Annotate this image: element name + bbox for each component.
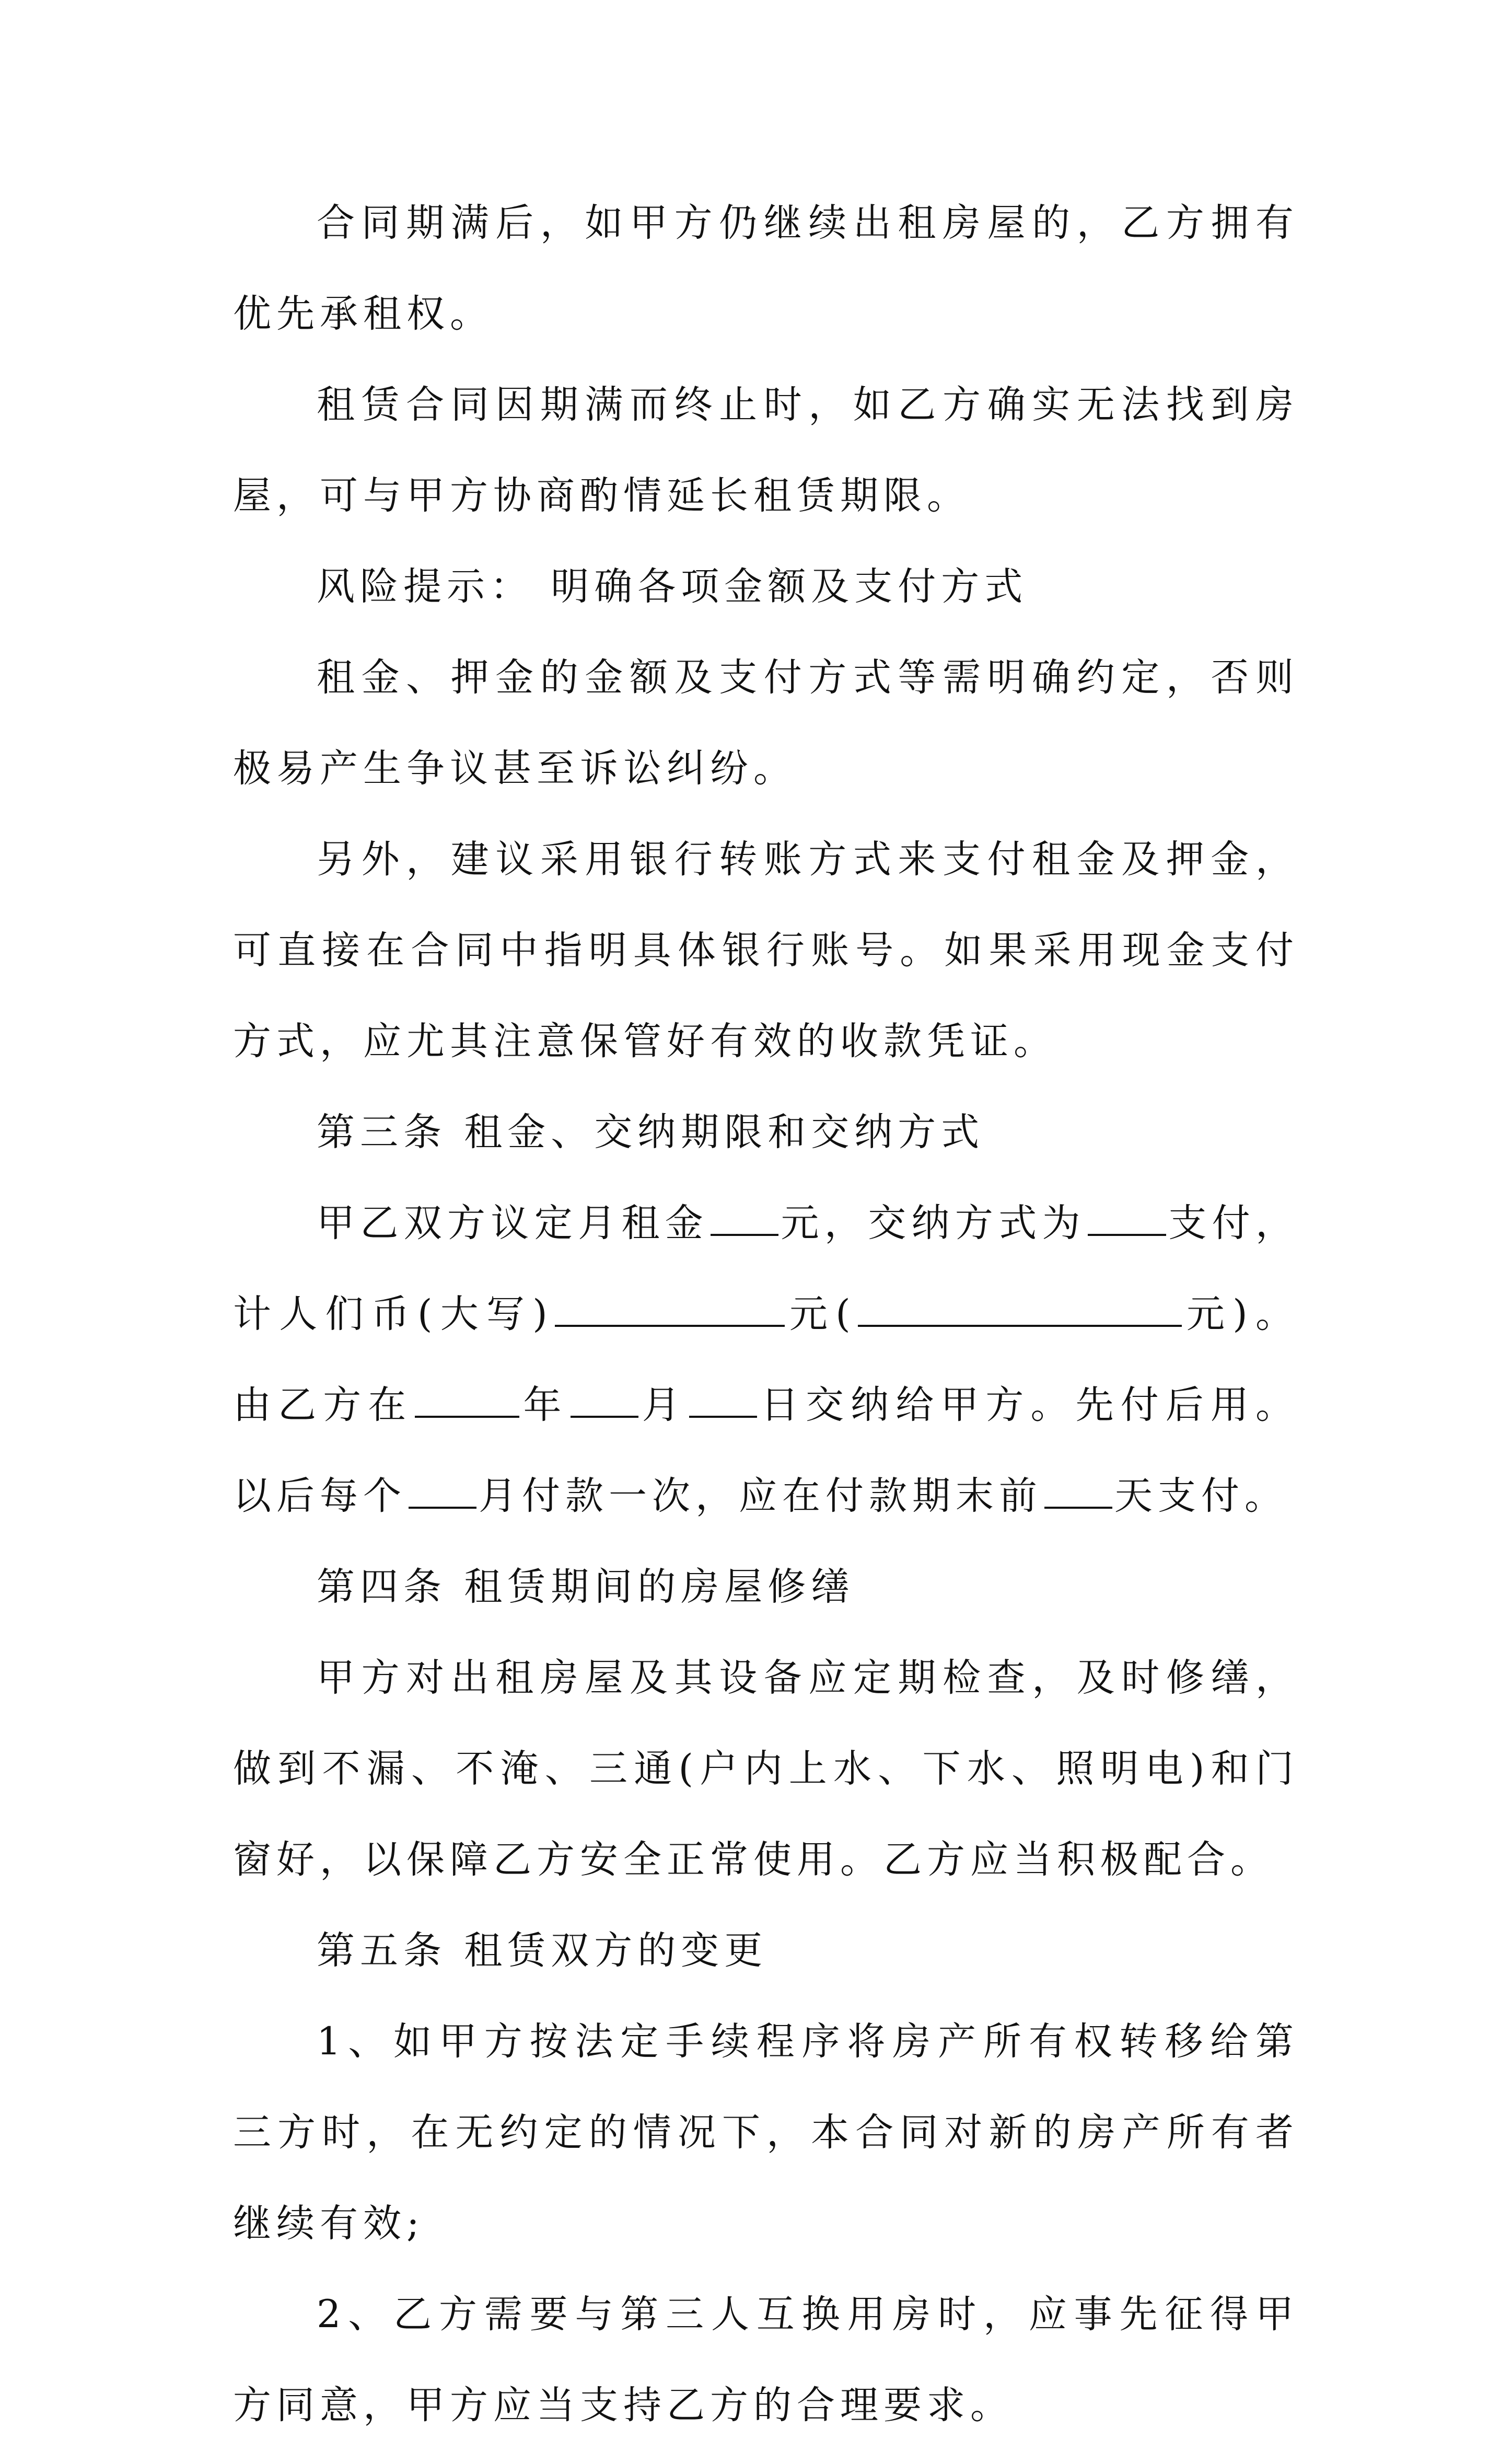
paragraph-renewal-priority: 合同期满后，如甲方仍继续出租房屋的，乙方拥有优先承租权。 [233, 201, 1299, 336]
payment-interval-blank [409, 1476, 476, 1509]
article-five-heading: 第五条 租赁双方的变更 [317, 1928, 768, 1973]
article-four-heading: 第四条 租赁期间的房屋修缮 [317, 1565, 855, 1609]
rent-clause-text: 日交纳给甲方。先付后用。以后每个 [233, 1383, 1299, 1518]
paragraph-rent-clause [233, 1178, 1299, 1542]
month-blank [571, 1385, 638, 1418]
rent-clause-text: 天支付。 [1114, 1474, 1288, 1518]
amount-in-figures-blank [858, 1294, 1182, 1327]
rent-clause-text: 支付，计人们币(大写) [233, 1201, 1299, 1336]
amount-in-words-blank [555, 1294, 785, 1327]
article-three-heading: 第三条 租金、交纳期限和交纳方式 [317, 1110, 985, 1154]
year-blank [415, 1385, 519, 1418]
day-blank [689, 1385, 757, 1418]
paragraph-risk-heading: 风险提示： 明确各项金额及支付方式 [317, 564, 1028, 609]
rent-clause-text: 元，交纳方式为 [781, 1201, 1086, 1245]
payment-method-blank [1088, 1204, 1166, 1236]
rent-clause-text: 元)。由乙方在 [233, 1292, 1299, 1427]
rent-clause-text: 甲乙双方议定月租金 [317, 1201, 709, 1245]
paragraph-repairs: 甲方对出租房屋及其设备应定期检查，及时修缮，做到不漏、不淹、三通(户内上水、下水、照明电)和门窗好，以保障乙方安全正常使用。乙方应当积极配合。 [233, 1656, 1299, 1882]
paragraph-amount-agreement: 租金、押金的金额及支付方式等需明确约定，否则极易产生争议甚至诉讼纠纷。 [233, 655, 1299, 791]
document-page [233, 178, 1299, 2451]
rent-clause-text: 年 [521, 1383, 568, 1427]
paragraph-lease-extension: 租赁合同因期满而终止时，如乙方确实无法找到房屋，可与甲方协商酌情延长租赁期限。 [233, 383, 1299, 518]
paragraph-housing-exchange: 2、乙方需要与第三人互换用房时，应事先征得甲方同意，甲方应当支持乙方的合理要求。 [233, 2292, 1299, 2427]
rent-clause-text: 月 [640, 1383, 687, 1427]
paragraph-ownership-transfer: 1、如甲方按法定手续程序将房产所有权转移给第三方时，在无约定的情况下，本合同对新的房产所有者继续有效; [233, 2019, 1299, 2246]
rent-clause-text: 元( [786, 1292, 856, 1336]
rent-clause-text: 月付款一次，应在付款期末前 [479, 1474, 1042, 1518]
monthly-rent-blank [711, 1204, 778, 1236]
days-before-blank [1044, 1476, 1112, 1509]
paragraph-bank-transfer: 另外，建议采用银行转账方式来支付租金及押金，可直接在合同中指明具体银行账号。如果采用现金支付方式，应尤其注意保管好有效的收款凭证。 [233, 837, 1299, 1063]
